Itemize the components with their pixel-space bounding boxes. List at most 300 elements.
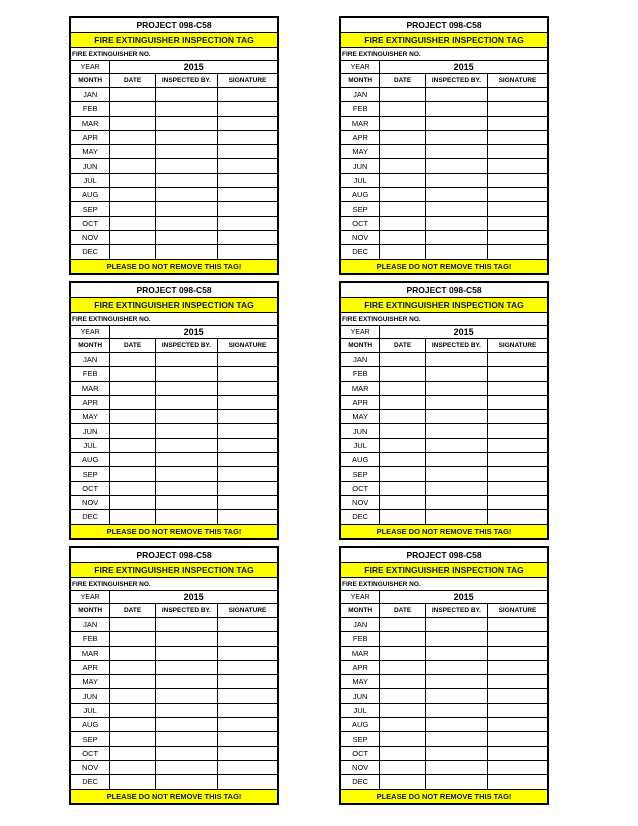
inspected-by-cell[interactable]	[155, 130, 217, 144]
inspected-by-cell[interactable]	[155, 618, 217, 632]
month-row	[71, 381, 278, 395]
signature-cell[interactable]	[217, 746, 277, 760]
month-row	[71, 689, 278, 703]
month-row	[71, 495, 278, 509]
inspected-by-cell[interactable]	[425, 216, 487, 230]
signature-cell[interactable]	[487, 775, 547, 789]
month-row	[71, 395, 278, 409]
month-row	[71, 760, 278, 774]
date-cell[interactable]	[110, 760, 156, 774]
signature-cell[interactable]	[487, 216, 547, 230]
date-cell[interactable]	[380, 245, 426, 259]
signature-cell[interactable]	[217, 453, 277, 467]
signature-cell[interactable]	[487, 732, 547, 746]
tag-title: FIRE EXTINGUISHER INSPECTION TAG	[341, 298, 548, 313]
column-header-inspected-by: INSPECTED BY.	[155, 604, 217, 618]
month-row	[341, 116, 548, 130]
signature-cell[interactable]	[487, 438, 547, 452]
inspected-by-cell[interactable]	[425, 424, 487, 438]
month-row	[341, 395, 548, 409]
date-cell[interactable]	[380, 495, 426, 509]
date-cell[interactable]	[110, 689, 156, 703]
month-row	[71, 732, 278, 746]
date-cell[interactable]	[110, 618, 156, 632]
month-cell: SEP	[71, 732, 110, 746]
month-cell: OCT	[71, 746, 110, 760]
inspected-by-cell[interactable]	[155, 495, 217, 509]
month-row	[71, 230, 278, 244]
column-header-inspected-by: INSPECTED BY.	[155, 74, 217, 88]
date-cell[interactable]	[110, 438, 156, 452]
signature-cell[interactable]	[487, 410, 547, 424]
signature-cell[interactable]	[487, 395, 547, 409]
column-header-month: MONTH	[71, 339, 110, 353]
inspected-by-cell[interactable]	[155, 395, 217, 409]
inspected-by-cell[interactable]	[425, 632, 487, 646]
date-cell[interactable]	[110, 202, 156, 216]
project-number: PROJECT 098-C58	[341, 18, 548, 33]
inspected-by-cell[interactable]	[425, 703, 487, 717]
inspected-by-cell[interactable]	[425, 467, 487, 481]
signature-cell[interactable]	[217, 102, 277, 116]
inspected-by-cell[interactable]	[425, 689, 487, 703]
date-cell[interactable]	[380, 116, 426, 130]
signature-cell[interactable]	[217, 675, 277, 689]
month-cell: NOV	[341, 230, 380, 244]
signature-cell[interactable]	[487, 367, 547, 381]
signature-cell[interactable]	[217, 395, 277, 409]
signature-cell[interactable]	[487, 173, 547, 187]
date-cell[interactable]	[110, 732, 156, 746]
inspected-by-cell[interactable]	[155, 467, 217, 481]
date-cell[interactable]	[380, 188, 426, 202]
month-cell: DEC	[341, 245, 380, 259]
inspected-by-cell[interactable]	[155, 424, 217, 438]
year-label: YEAR	[71, 326, 110, 339]
inspected-by-cell[interactable]	[155, 102, 217, 116]
date-cell[interactable]	[380, 703, 426, 717]
month-cell: DEC	[71, 510, 110, 524]
signature-cell[interactable]	[487, 159, 547, 173]
month-row	[71, 424, 278, 438]
inspected-by-cell[interactable]	[155, 718, 217, 732]
signature-cell[interactable]	[217, 718, 277, 732]
month-cell: FEB	[71, 632, 110, 646]
month-cell: AUG	[71, 188, 110, 202]
date-cell[interactable]	[380, 618, 426, 632]
inspected-by-cell[interactable]	[425, 510, 487, 524]
signature-cell[interactable]	[487, 632, 547, 646]
month-cell: JUN	[341, 689, 380, 703]
month-row	[341, 88, 548, 102]
signature-cell[interactable]	[217, 424, 277, 438]
signature-cell[interactable]	[487, 618, 547, 632]
year-value: 2015	[380, 61, 548, 74]
inspected-by-cell[interactable]	[425, 188, 487, 202]
inspected-by-cell[interactable]	[425, 646, 487, 660]
inspected-by-cell[interactable]	[425, 495, 487, 509]
date-cell[interactable]	[380, 88, 426, 102]
month-cell: APR	[341, 130, 380, 144]
tag-title: FIRE EXTINGUISHER INSPECTION TAG	[71, 563, 278, 578]
month-cell: MAY	[341, 410, 380, 424]
inspected-by-cell[interactable]	[425, 618, 487, 632]
date-cell[interactable]	[110, 467, 156, 481]
month-row	[341, 495, 548, 509]
inspected-by-cell[interactable]	[425, 675, 487, 689]
inspected-by-cell[interactable]	[425, 130, 487, 144]
month-cell: JUL	[341, 703, 380, 717]
inspected-by-cell[interactable]	[155, 145, 217, 159]
month-cell: AUG	[341, 453, 380, 467]
date-cell[interactable]	[380, 130, 426, 144]
inspected-by-cell[interactable]	[425, 410, 487, 424]
month-row	[341, 689, 548, 703]
date-cell[interactable]	[110, 159, 156, 173]
month-cell: SEP	[71, 467, 110, 481]
date-cell[interactable]	[380, 453, 426, 467]
date-cell[interactable]	[380, 689, 426, 703]
month-cell: JUN	[71, 424, 110, 438]
inspected-by-cell[interactable]	[155, 660, 217, 674]
month-cell: JUN	[341, 159, 380, 173]
month-cell: JUN	[71, 159, 110, 173]
date-cell[interactable]	[380, 718, 426, 732]
month-row	[341, 510, 548, 524]
date-cell[interactable]	[380, 216, 426, 230]
date-cell[interactable]	[380, 481, 426, 495]
date-cell[interactable]	[110, 353, 156, 367]
date-cell[interactable]	[380, 732, 426, 746]
date-cell[interactable]	[110, 395, 156, 409]
inspected-by-cell[interactable]	[155, 632, 217, 646]
signature-cell[interactable]	[217, 410, 277, 424]
signature-cell[interactable]	[217, 367, 277, 381]
date-cell[interactable]	[110, 646, 156, 660]
inspected-by-cell[interactable]	[425, 88, 487, 102]
inspected-by-cell[interactable]	[155, 202, 217, 216]
project-number: PROJECT 098-C58	[71, 283, 278, 298]
date-cell[interactable]	[380, 675, 426, 689]
inspected-by-cell[interactable]	[155, 746, 217, 760]
date-cell[interactable]	[380, 424, 426, 438]
date-cell[interactable]	[110, 660, 156, 674]
month-cell: SEP	[341, 467, 380, 481]
inspected-by-cell[interactable]	[425, 718, 487, 732]
date-cell[interactable]	[110, 130, 156, 144]
signature-cell[interactable]	[217, 632, 277, 646]
month-row	[71, 188, 278, 202]
date-cell[interactable]	[380, 775, 426, 789]
date-cell[interactable]	[380, 746, 426, 760]
tag-footer-warning: PLEASE DO NOT REMOVE THIS TAG!	[71, 789, 278, 803]
date-cell[interactable]	[110, 381, 156, 395]
signature-cell[interactable]	[217, 245, 277, 259]
date-cell[interactable]	[110, 495, 156, 509]
date-cell[interactable]	[110, 675, 156, 689]
inspected-by-cell[interactable]	[425, 746, 487, 760]
signature-cell[interactable]	[217, 481, 277, 495]
month-row	[71, 116, 278, 130]
date-cell[interactable]	[380, 159, 426, 173]
column-header-date: DATE	[380, 604, 426, 618]
tag-title: FIRE EXTINGUISHER INSPECTION TAG	[71, 298, 278, 313]
signature-cell[interactable]	[217, 116, 277, 130]
date-cell[interactable]	[380, 230, 426, 244]
inspected-by-cell[interactable]	[155, 703, 217, 717]
inspected-by-cell[interactable]	[425, 395, 487, 409]
inspected-by-cell[interactable]	[155, 453, 217, 467]
date-cell[interactable]	[110, 746, 156, 760]
inspected-by-cell[interactable]	[425, 760, 487, 774]
inspected-by-cell[interactable]	[155, 438, 217, 452]
date-cell[interactable]	[380, 646, 426, 660]
month-row	[71, 660, 278, 674]
inspected-by-cell[interactable]	[155, 159, 217, 173]
signature-cell[interactable]	[217, 510, 277, 524]
inspected-by-cell[interactable]	[155, 381, 217, 395]
inspected-by-cell[interactable]	[155, 216, 217, 230]
month-cell: SEP	[341, 202, 380, 216]
month-row	[71, 646, 278, 660]
month-cell: DEC	[341, 510, 380, 524]
month-cell: DEC	[71, 775, 110, 789]
date-cell[interactable]	[380, 102, 426, 116]
inspected-by-cell[interactable]	[155, 675, 217, 689]
date-cell[interactable]	[110, 775, 156, 789]
month-row	[341, 467, 548, 481]
date-cell[interactable]	[380, 367, 426, 381]
signature-cell[interactable]	[487, 202, 547, 216]
date-cell[interactable]	[380, 395, 426, 409]
month-row	[341, 367, 548, 381]
signature-cell[interactable]	[487, 746, 547, 760]
inspected-by-cell[interactable]	[155, 689, 217, 703]
month-cell: APR	[71, 395, 110, 409]
signature-cell[interactable]	[217, 760, 277, 774]
inspected-by-cell[interactable]	[425, 367, 487, 381]
inspected-by-cell[interactable]	[155, 230, 217, 244]
signature-cell[interactable]	[217, 660, 277, 674]
signature-cell[interactable]	[487, 245, 547, 259]
inspected-by-cell[interactable]	[425, 102, 487, 116]
signature-cell[interactable]	[487, 660, 547, 674]
inspected-by-cell[interactable]	[425, 230, 487, 244]
month-row	[341, 438, 548, 452]
signature-cell[interactable]	[217, 467, 277, 481]
inspected-by-cell[interactable]	[155, 188, 217, 202]
month-cell: JUL	[71, 703, 110, 717]
date-cell[interactable]	[380, 467, 426, 481]
signature-cell[interactable]	[487, 675, 547, 689]
date-cell[interactable]	[380, 438, 426, 452]
inspected-by-cell[interactable]	[425, 775, 487, 789]
month-cell: SEP	[71, 202, 110, 216]
inspected-by-cell[interactable]	[425, 145, 487, 159]
signature-cell[interactable]	[217, 188, 277, 202]
signature-cell[interactable]	[487, 453, 547, 467]
date-cell[interactable]	[110, 216, 156, 230]
signature-cell[interactable]	[487, 230, 547, 244]
signature-cell[interactable]	[487, 381, 547, 395]
signature-cell[interactable]	[487, 646, 547, 660]
date-cell[interactable]	[380, 760, 426, 774]
inspected-by-cell[interactable]	[425, 732, 487, 746]
signature-cell[interactable]	[487, 718, 547, 732]
signature-cell[interactable]	[487, 130, 547, 144]
month-row	[71, 510, 278, 524]
column-header-date: DATE	[110, 74, 156, 88]
signature-cell[interactable]	[487, 689, 547, 703]
inspected-by-cell[interactable]	[155, 732, 217, 746]
signature-cell[interactable]	[487, 703, 547, 717]
inspected-by-cell[interactable]	[425, 353, 487, 367]
date-cell[interactable]	[110, 453, 156, 467]
month-cell: OCT	[341, 746, 380, 760]
signature-cell[interactable]	[217, 173, 277, 187]
date-cell[interactable]	[110, 145, 156, 159]
signature-cell[interactable]	[487, 353, 547, 367]
month-row	[71, 159, 278, 173]
signature-cell[interactable]	[217, 775, 277, 789]
column-header-month: MONTH	[341, 339, 380, 353]
month-row	[71, 102, 278, 116]
date-cell[interactable]	[110, 102, 156, 116]
signature-cell[interactable]	[217, 159, 277, 173]
signature-cell[interactable]	[217, 230, 277, 244]
date-cell[interactable]	[110, 410, 156, 424]
year-value: 2015	[110, 591, 278, 604]
signature-cell[interactable]	[487, 102, 547, 116]
month-row	[71, 746, 278, 760]
signature-cell[interactable]	[217, 381, 277, 395]
date-cell[interactable]	[380, 173, 426, 187]
signature-cell[interactable]	[217, 353, 277, 367]
inspection-tag	[339, 281, 549, 540]
inspected-by-cell[interactable]	[425, 202, 487, 216]
date-cell[interactable]	[110, 188, 156, 202]
extinguisher-number-label: FIRE EXTINGUISHER NO.	[341, 313, 548, 326]
inspected-by-cell[interactable]	[155, 245, 217, 259]
inspected-by-cell[interactable]	[155, 116, 217, 130]
date-cell[interactable]	[380, 510, 426, 524]
month-row	[71, 632, 278, 646]
signature-cell[interactable]	[217, 689, 277, 703]
date-cell[interactable]	[110, 632, 156, 646]
inspected-by-cell[interactable]	[425, 173, 487, 187]
date-cell[interactable]	[380, 660, 426, 674]
signature-cell[interactable]	[487, 467, 547, 481]
signature-cell[interactable]	[487, 145, 547, 159]
date-cell[interactable]	[380, 381, 426, 395]
inspected-by-cell[interactable]	[425, 660, 487, 674]
signature-cell[interactable]	[217, 618, 277, 632]
signature-cell[interactable]	[217, 202, 277, 216]
signature-cell[interactable]	[217, 438, 277, 452]
month-row	[341, 718, 548, 732]
month-cell: APR	[71, 130, 110, 144]
date-cell[interactable]	[110, 88, 156, 102]
signature-cell[interactable]	[487, 760, 547, 774]
signature-cell[interactable]	[217, 88, 277, 102]
month-cell: MAY	[341, 145, 380, 159]
month-cell: OCT	[341, 481, 380, 495]
inspected-by-cell[interactable]	[425, 438, 487, 452]
month-row	[71, 481, 278, 495]
date-cell[interactable]	[110, 718, 156, 732]
date-cell[interactable]	[110, 245, 156, 259]
date-cell[interactable]	[380, 202, 426, 216]
month-row	[71, 675, 278, 689]
date-cell[interactable]	[380, 410, 426, 424]
inspection-tag	[69, 546, 279, 805]
inspected-by-cell[interactable]	[155, 410, 217, 424]
date-cell[interactable]	[110, 703, 156, 717]
year-label: YEAR	[341, 61, 380, 74]
inspected-by-cell[interactable]	[155, 646, 217, 660]
signature-cell[interactable]	[487, 188, 547, 202]
inspected-by-cell[interactable]	[425, 159, 487, 173]
signature-cell[interactable]	[217, 646, 277, 660]
inspected-by-cell[interactable]	[155, 760, 217, 774]
signature-cell[interactable]	[217, 216, 277, 230]
signature-cell[interactable]	[217, 703, 277, 717]
signature-cell[interactable]	[487, 116, 547, 130]
inspected-by-cell[interactable]	[155, 173, 217, 187]
column-header-inspected-by: INSPECTED BY.	[425, 604, 487, 618]
signature-cell[interactable]	[487, 495, 547, 509]
inspected-by-cell[interactable]	[155, 481, 217, 495]
signature-cell[interactable]	[487, 424, 547, 438]
signature-cell[interactable]	[217, 732, 277, 746]
signature-cell[interactable]	[217, 130, 277, 144]
date-cell[interactable]	[110, 116, 156, 130]
date-cell[interactable]	[380, 353, 426, 367]
inspected-by-cell[interactable]	[155, 353, 217, 367]
date-cell[interactable]	[110, 173, 156, 187]
inspected-by-cell[interactable]	[425, 381, 487, 395]
date-cell[interactable]	[110, 367, 156, 381]
column-header-signature: SIGNATURE	[217, 74, 277, 88]
month-row	[341, 732, 548, 746]
signature-cell[interactable]	[487, 481, 547, 495]
date-cell[interactable]	[380, 145, 426, 159]
date-cell[interactable]	[110, 230, 156, 244]
signature-cell[interactable]	[217, 145, 277, 159]
inspected-by-cell[interactable]	[155, 775, 217, 789]
extinguisher-number-label: FIRE EXTINGUISHER NO.	[341, 578, 548, 591]
month-row	[341, 130, 548, 144]
inspected-by-cell[interactable]	[155, 367, 217, 381]
signature-cell[interactable]	[487, 510, 547, 524]
date-cell[interactable]	[110, 424, 156, 438]
signature-cell[interactable]	[487, 88, 547, 102]
month-cell: NOV	[71, 230, 110, 244]
signature-cell[interactable]	[217, 495, 277, 509]
month-row	[341, 646, 548, 660]
inspected-by-cell[interactable]	[155, 510, 217, 524]
date-cell[interactable]	[380, 632, 426, 646]
inspected-by-cell[interactable]	[425, 116, 487, 130]
date-cell[interactable]	[110, 481, 156, 495]
month-cell: MAR	[71, 381, 110, 395]
inspected-by-cell[interactable]	[425, 245, 487, 259]
inspected-by-cell[interactable]	[155, 88, 217, 102]
inspected-by-cell[interactable]	[425, 453, 487, 467]
date-cell[interactable]	[110, 510, 156, 524]
month-row	[341, 188, 548, 202]
inspected-by-cell[interactable]	[425, 481, 487, 495]
